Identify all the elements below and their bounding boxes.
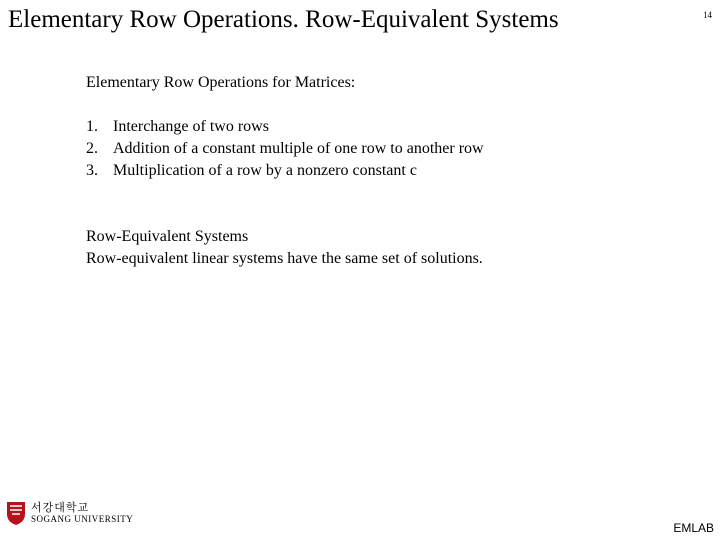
list-item-text: Addition of a constant multiple of one row to another row (113, 140, 484, 157)
university-seal-icon (5, 500, 27, 526)
logo-english-name: SOGANG UNIVERSITY (31, 514, 134, 524)
slide-title: Elementary Row Operations. Row-Equivalent Systems (8, 6, 559, 33)
list-item (86, 138, 696, 160)
list-item-number: 2. (86, 140, 98, 157)
logo-korean-name: 서강대학교 (31, 501, 90, 514)
list-item-number: 1. (86, 118, 98, 135)
university-logo (5, 500, 133, 526)
list-item-text: Multiplication of a row by a nonzero constant c (113, 162, 417, 179)
logo-text (31, 502, 133, 524)
operations-heading: Elementary Row Operations for Matrices: (86, 74, 356, 91)
list-item-text: Interchange of two rows (113, 118, 269, 135)
row-equivalent-section (86, 226, 696, 270)
slide-body (86, 72, 696, 270)
list-item-number: 3. (86, 162, 98, 179)
lab-name: EMLAB (673, 521, 714, 535)
row-equivalent-heading: Row-Equivalent Systems (86, 228, 249, 245)
operations-list (86, 116, 696, 182)
row-equivalent-text: Row-equivalent linear systems have the same set of solutions. (86, 250, 483, 267)
list-item (86, 160, 696, 182)
list-item (86, 116, 696, 138)
page-number: 14 (703, 10, 712, 20)
